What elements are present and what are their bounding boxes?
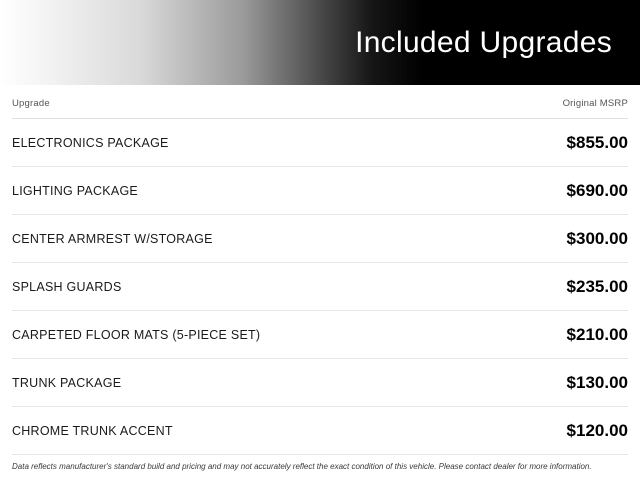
table-row [12, 407, 628, 455]
table-row [12, 215, 628, 263]
upgrade-name: TRUNK PACKAGE [12, 375, 122, 390]
upgrade-price: $235.00 [566, 276, 628, 296]
upgrade-name: ELECTRONICS PACKAGE [12, 135, 169, 150]
upgrade-name: LIGHTING PACKAGE [12, 183, 139, 198]
page-header [0, 0, 640, 85]
upgrade-price: $120.00 [566, 420, 628, 440]
column-header-upgrade: Upgrade [12, 98, 50, 109]
upgrade-price: $300.00 [566, 228, 628, 248]
disclaimer-text: Data reflects manufacturer's standard build and pricing and may not accurately reflect the exact condition of this vehicle. Please contact dealer for more information. [12, 462, 592, 471]
upgrades-table [0, 85, 640, 455]
table-row [12, 167, 628, 215]
upgrade-price: $210.00 [566, 324, 628, 344]
upgrade-price: $130.00 [566, 372, 628, 392]
upgrade-name: SPLASH GUARDS [12, 279, 122, 294]
page-title: Included Upgrades [355, 25, 612, 59]
upgrade-price: $690.00 [566, 180, 628, 200]
upgrade-price: $855.00 [566, 132, 628, 152]
upgrade-name: CHROME TRUNK ACCENT [12, 423, 173, 438]
column-header-msrp: Original MSRP [562, 98, 628, 109]
table-row [12, 119, 628, 167]
table-row [12, 359, 628, 407]
upgrade-name: CARPETED FLOOR MATS (5-PIECE SET) [12, 327, 261, 342]
upgrade-name: CENTER ARMREST W/STORAGE [12, 231, 213, 246]
table-row [12, 311, 628, 359]
table-header-row [12, 85, 628, 119]
table-row [12, 263, 628, 311]
